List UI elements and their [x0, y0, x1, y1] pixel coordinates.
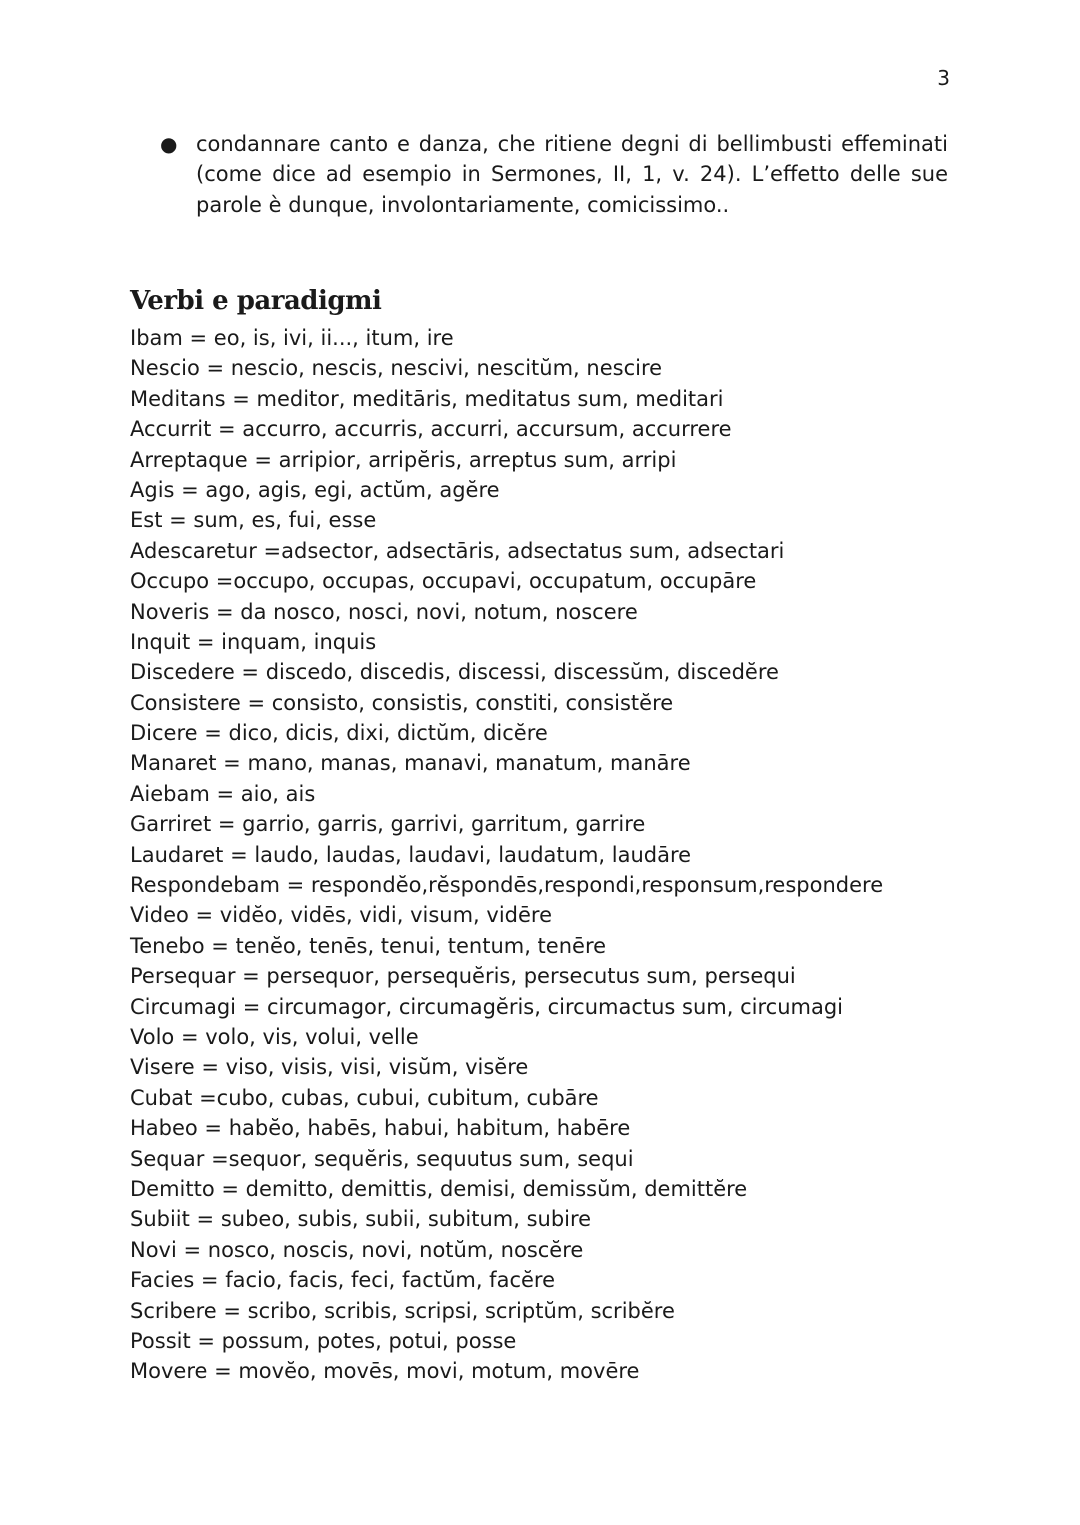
- page-number: 3: [937, 66, 950, 90]
- section-heading: Verbi e paradigmi: [130, 286, 382, 316]
- verb-entry: Possit = possum, potes, potui, posse: [130, 1328, 517, 1353]
- verb-entry: Discedere = discedo, discedis, discessi, discessŭm, discedĕre: [130, 660, 779, 685]
- verb-entry: Video = vidĕo, vidēs, vidi, visum, vidēre: [130, 903, 552, 928]
- verb-entry: Adescaretur =adsector, adsectāris, adsectatus sum, adsectari: [130, 538, 785, 563]
- verb-entry: Consistere = consisto, consistis, constiti, consistĕre: [130, 690, 674, 715]
- verb-entry: Occupo =occupo, occupas, occupavi, occupatum, occupāre: [130, 569, 757, 594]
- verb-entry: Subiit = subeo, subis, subii, subitum, subire: [130, 1207, 592, 1232]
- bullet-item: [160, 129, 950, 220]
- verb-entry: Circumagi = circumagor, circumagĕris, circumactus sum, circumagi: [130, 994, 843, 1019]
- verb-entry: Sequar =sequor, sequĕris, sequutus sum, sequi: [130, 1146, 634, 1171]
- verb-entry: Inquit = inquam, inquis: [130, 629, 377, 654]
- verb-entry: Manaret = mano, manas, manavi, manatum, manāre: [130, 751, 691, 776]
- verb-entry: Garriret = garrio, garris, garrivi, garritum, garrire: [130, 812, 646, 837]
- verb-entry: Dicere = dico, dicis, dixi, dictŭm, dicĕre: [130, 721, 548, 746]
- verb-entry: Demitto = demitto, demittis, demisi, demissŭm, demittĕre: [130, 1176, 748, 1201]
- verb-entry: Accurrit = accurro, accurris, accurri, accursum, accurrere: [130, 417, 732, 442]
- verb-entry: Scribere = scribo, scribis, scripsi, scriptŭm, scribĕre: [130, 1298, 675, 1323]
- verb-entry: Agis = ago, agis, egi, actŭm, agĕre: [130, 477, 500, 502]
- verb-entry: Meditans = meditor, meditāris, meditatus sum, meditari: [130, 386, 724, 411]
- verb-entry: Laudaret = laudo, laudas, laudavi, laudatum, laudāre: [130, 842, 692, 867]
- verb-entry: Ibam = eo, is, ivi, ii..., itum, ire: [130, 326, 454, 350]
- bullet-dot-icon: ●: [160, 132, 178, 156]
- verb-paradigm-list: [130, 323, 950, 1387]
- verb-entry: Respondebam = respondĕo,rĕspondēs,respondi,responsum,respondere: [130, 873, 884, 898]
- bullet-text: condannare canto e danza, che ritiene degni di bellimbusti effeminati (come dice ad esempio in Sermones, II, 1, v. 24). L’effetto delle sue parole è dunque, involontariamente, comicissimo..: [196, 132, 948, 217]
- verb-entry: Facies = facio, facis, feci, factŭm, facĕre: [130, 1268, 556, 1293]
- verb-entry: Habeo = habĕo, habēs, habui, habitum, habēre: [130, 1116, 631, 1141]
- verb-entry: Volo = volo, vis, volui, velle: [130, 1024, 419, 1049]
- verb-entry: Aiebam = aio, ais: [130, 781, 316, 806]
- verb-entry: Movere = movĕo, movēs, movi, motum, movēre: [130, 1359, 640, 1384]
- verb-entry: Cubat =cubo, cubas, cubui, cubitum, cubāre: [130, 1085, 599, 1110]
- verb-entry: Tenebo = tenĕo, tenēs, tenui, tentum, tenēre: [130, 933, 607, 958]
- verb-entry: Nescio = nescio, nescis, nescivi, nescitŭm, nescire: [130, 356, 663, 381]
- verb-entry: Persequar = persequor, persequĕris, persecutus sum, persequi: [130, 964, 796, 989]
- verb-entry: Arreptaque = arripior, arripĕris, arreptus sum, arripi: [130, 447, 677, 472]
- verb-entry: Noveris = da nosco, nosci, novi, notum, noscere: [130, 599, 638, 624]
- verb-entry: Novi = nosco, noscis, novi, notŭm, noscĕre: [130, 1237, 584, 1262]
- verb-entry: Visere = viso, visis, visi, visŭm, visĕre: [130, 1055, 529, 1080]
- verb-entry: Est = sum, es, fui, esse: [130, 508, 377, 533]
